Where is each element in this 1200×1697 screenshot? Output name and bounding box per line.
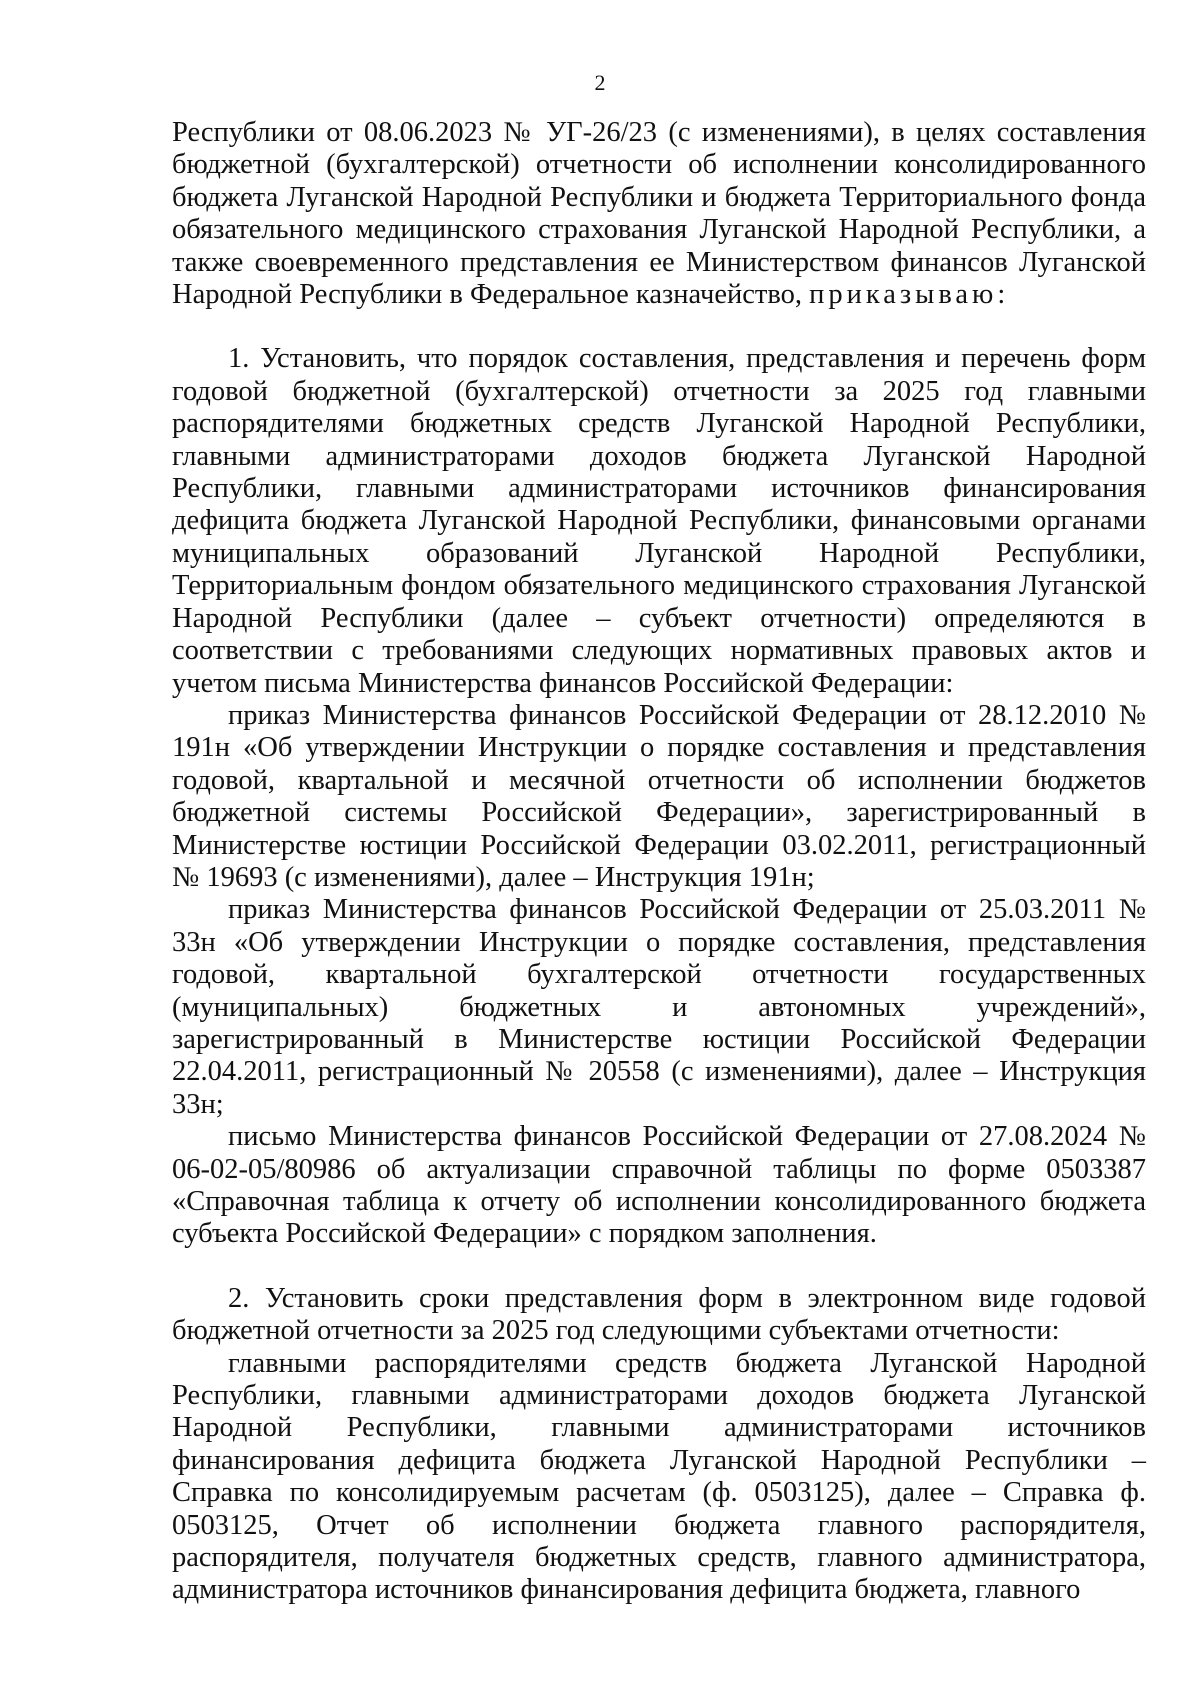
paragraph-text: Республики от 08.06.2023 № УГ-26/23 (с изменениями), в целях составления бюджетной (бухгалтерской) отчетности об исполнении консолидированного бюджета Луганской Народной Республики и бюджета Территориального фонда обязательного медицинского страхования Луганской Народной Республики, а также своевременного представления ее Министерством финансов Луганской Народной Республики в Федеральное казначейство, [172, 117, 1146, 311]
paragraph-item-1: 1. Установить, что порядок составления, представления и перечень форм годовой бюджетной (бухгалтерской) отчетности за 2025 год главными распорядителями бюджетных средств Луганской Народной Республики, главными администраторами доходов бюджета Луганской Народной Республики, главными администраторами источников финансирования дефицита бюджета Луганской Народной Республики, финансовыми органами муниципальных образований Луганской Народной Республики, Территориальным фондом обязательного медицинского страхования Луганской Народной Республики (далее – субъект отчетности) определяются в соответствии с требованиями следующих нормативных правовых актов и учетом письма Министерства финансов Российской Федерации: [172, 343, 1146, 699]
paragraph-order-191n: приказ Министерства финансов Российской Федерации от 28.12.2010 № 191н «Об утверждении Инструкции о порядке составления и представления годовой, квартальной и месячной отчетности об исполнении бюджетов бюджетной системы Российской Федерации», зарегистрированный в Министерстве юстиции Российской Федерации 03.02.2011, регистрационный № 19693 (с изменениями), далее – Инструкция 191н; [172, 699, 1146, 893]
paragraph-item-2: 2. Установить сроки представления форм в электронном виде годовой бюджетной отчетности за 2025 год следующими субъектами отчетности: [172, 1282, 1146, 1347]
spaced-word-prikazyvayu: приказываю [809, 279, 998, 311]
paragraph-letter-80986: письмо Министерства финансов Российской Федерации от 27.08.2024 № 06-02-05/80986 об актуализации справочной таблицы по форме 0503387 «Справочная таблица к отчету об исполнении консолидированного бюджета субъекта Российской Федерации» с порядком заполнения. [172, 1121, 1146, 1250]
paragraph-order-33n: приказ Министерства финансов Российской Федерации от 25.03.2011 № 33н «Об утверждении Инструкции о порядке составления, представления годовой, квартальной бухгалтерской отчетности государственных (муниципальных) бюджетных и автономных учреждений», зарегистрированный в Министерстве юстиции Российской Федерации 22.04.2011, регистрационный № 20558 (с изменениями), далее – Инструкция 33н; [172, 894, 1146, 1120]
page-number: 2 [594, 70, 606, 95]
colon: : [997, 279, 1006, 311]
document-body [172, 117, 1146, 1607]
paragraph-preamble-end [172, 117, 1146, 311]
paragraph-main-managers: главными распорядителями средств бюджета Луганской Народной Республики, главными администраторами доходов бюджета Луганской Народной Республики, главными администраторами источников финансирования дефицита бюджета Луганской Народной Республики – Справка по консолидируемым расчетам (ф. 0503125), далее – Справка ф. 0503125, Отчет об исполнении бюджета главного распорядителя, распорядителя, получателя бюджетных средств, главного администратора, администратора источников финансирования дефицита бюджета, главного [172, 1347, 1146, 1606]
